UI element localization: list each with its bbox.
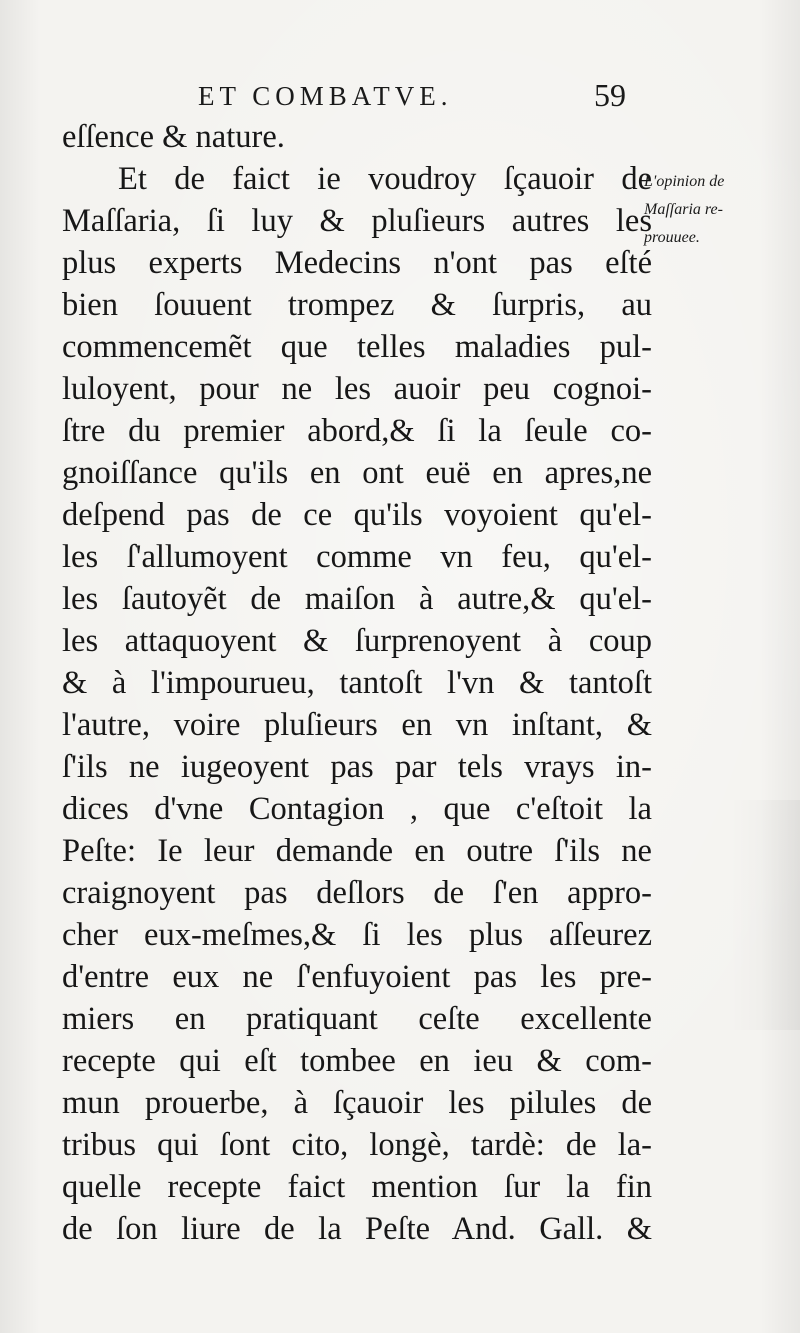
text-line: craignoyent pas deſlors de ſ'en appro- xyxy=(62,875,652,911)
text-line: Maſſaria, ſi luy & pluſieurs autres les xyxy=(62,203,652,239)
text-line: & à l'impourueu, tantoſt l'vn & tantoſt xyxy=(62,665,652,701)
text-line: bien ſouuent trompez & ſurpris, au xyxy=(62,287,652,323)
text-line: cher eux-meſmes,& ſi les plus aſſeurez xyxy=(62,917,652,953)
marginal-note-line: L'opinion de xyxy=(644,173,725,190)
text-line: eſſence & nature. xyxy=(62,119,285,155)
text-line: d'entre eux ne ſ'enfuyoient pas les pre- xyxy=(62,959,652,995)
text-line: recepte qui eſt tombee en ieu & com- xyxy=(62,1043,652,1079)
text-line: les ſautoyẽt de maiſon à autre,& qu'el- xyxy=(62,581,652,617)
text-line: de ſon liure de la Peſte And. Gall. & xyxy=(62,1211,652,1247)
running-head xyxy=(0,78,800,118)
text-line: commencemẽt que telles maladies pul- xyxy=(62,329,652,365)
text-line: dices d'vne Contagion , que c'eſtoit la xyxy=(62,791,652,827)
text-line: mun prouerbe, à ſçauoir les pilules de xyxy=(62,1085,652,1121)
show-through-shadow xyxy=(730,800,800,1030)
running-title: ET COMBATVE. xyxy=(198,81,453,111)
text-line: Et de faict ie voudroy ſçauoir de xyxy=(118,161,652,197)
text-line: deſpend pas de ce qu'ils voyoient qu'el- xyxy=(62,497,652,533)
text-line: ſtre du premier abord,& ſi la ſeule co- xyxy=(62,413,652,449)
text-line: gnoiſſance qu'ils en ont euë en apres,ne xyxy=(62,455,652,491)
page-number: 59 xyxy=(594,77,626,113)
text-line: l'autre, voire pluſieurs en vn inſtant, & xyxy=(62,707,652,743)
text-line: luloyent, pour ne les auoir peu cognoi- xyxy=(62,371,652,407)
text-line: miers en pratiquant ceſte excellente xyxy=(62,1001,652,1037)
body-text xyxy=(62,116,652,1250)
text-line: tribus qui ſont cito, longè, tardè: de la- xyxy=(62,1127,652,1163)
text-line: ſ'ils ne iugeoyent pas par tels vrays in- xyxy=(62,749,652,785)
text-line: plus experts Medecins n'ont pas eſté xyxy=(62,245,652,281)
marginal-note-line: Maſſaria re- xyxy=(644,201,723,218)
text-line: Peſte: Ie leur demande en outre ſ'ils ne xyxy=(62,833,652,869)
text-line: quelle recepte faict mention ſur la fin xyxy=(62,1169,652,1205)
marginal-note xyxy=(644,168,794,252)
marginal-note-line: prouuee. xyxy=(644,229,700,246)
text-line: les attaquoyent & ſurprenoyent à coup xyxy=(62,623,652,659)
text-line: les ſ'allumoyent comme vn feu, qu'el- xyxy=(62,539,652,575)
